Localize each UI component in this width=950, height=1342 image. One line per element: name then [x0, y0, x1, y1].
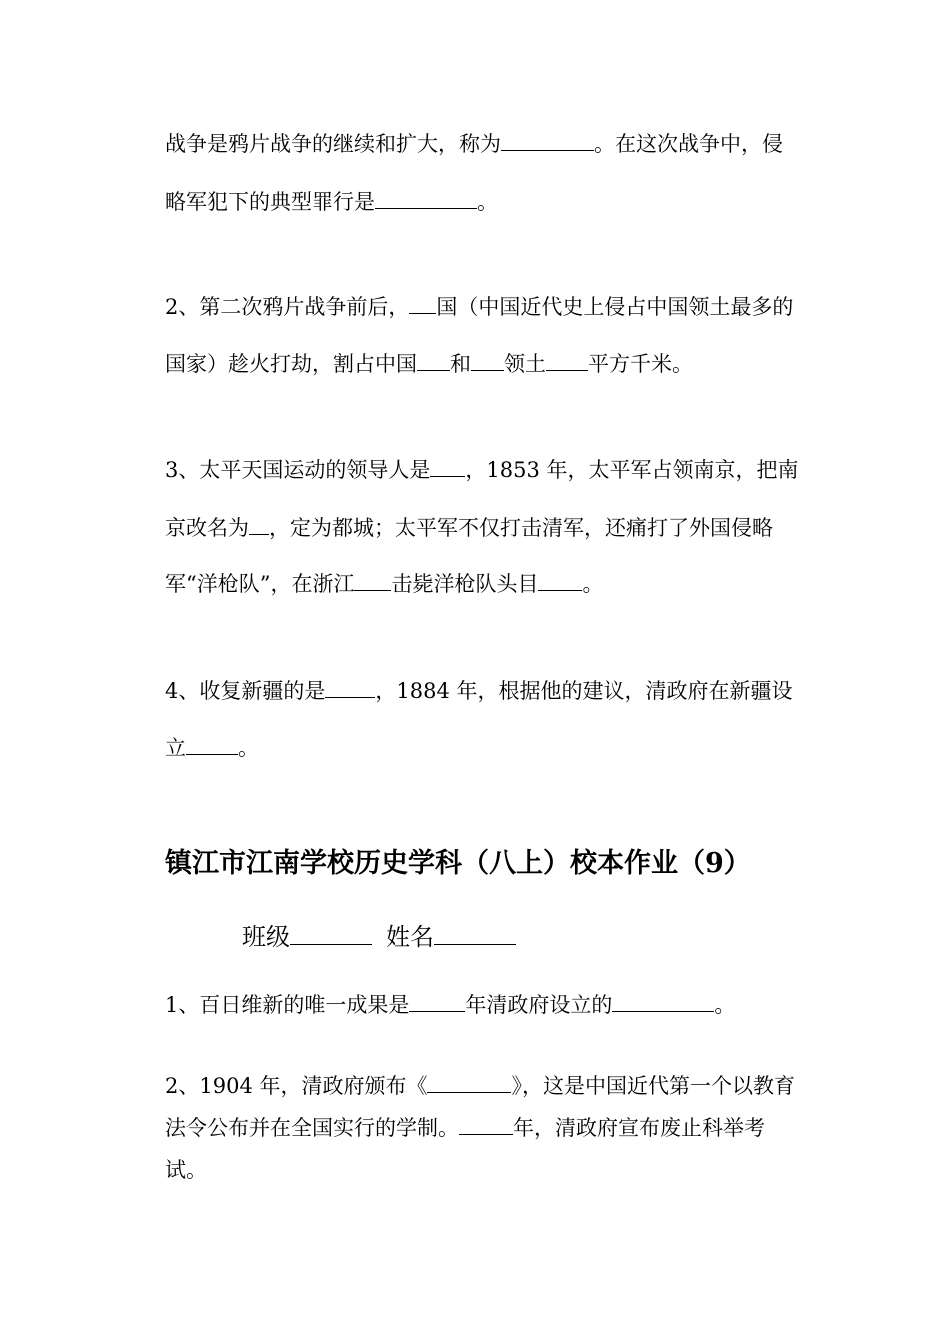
- answer-blank[interactable]: [409, 991, 465, 1012]
- question-text: 。: [582, 572, 604, 596]
- question-text: 战争是鸦片战争的继续和扩大，称为: [165, 132, 501, 156]
- answer-blank[interactable]: [354, 570, 391, 591]
- question-text: 京改名为: [165, 516, 249, 540]
- answer-blank[interactable]: [471, 350, 504, 371]
- answer-blank[interactable]: [417, 350, 450, 371]
- question-text: 。在这次战争中，侵: [594, 132, 783, 156]
- name-field[interactable]: [434, 920, 516, 945]
- question-2-line-2: [165, 350, 790, 378]
- name-label: 姓名: [386, 923, 434, 951]
- answer-blank[interactable]: [375, 188, 477, 209]
- homework-2-line-3: [165, 1156, 790, 1184]
- question-text: 国家）趁火打劫，割占中国: [165, 352, 417, 376]
- student-info-row: [242, 920, 516, 953]
- homework-1-line-1: [165, 991, 790, 1019]
- question-text: 。: [238, 736, 259, 760]
- answer-blank[interactable]: [325, 677, 375, 698]
- question-text: 击毙洋枪队头目: [391, 572, 539, 596]
- question-text: 立: [165, 736, 186, 760]
- homework-2-line-2: [165, 1114, 790, 1142]
- question-text: 试。: [165, 1158, 207, 1182]
- question-3-line-1: [165, 456, 799, 484]
- answer-blank[interactable]: [409, 293, 436, 314]
- question-text: 平方千米。: [588, 352, 693, 376]
- question-text: 年，清政府宣布废止科举考: [513, 1116, 765, 1140]
- question-3-line-3: [165, 570, 790, 598]
- question-text: 。: [714, 993, 736, 1017]
- question-text: 2、第二次鸦片战争前后，: [165, 295, 410, 319]
- answer-blank[interactable]: [427, 1072, 511, 1093]
- answer-blank[interactable]: [459, 1114, 513, 1135]
- class-label: 班级: [242, 923, 290, 951]
- answer-blank[interactable]: [186, 734, 238, 755]
- question-text: 略军犯下的典型罪行是: [165, 190, 375, 214]
- question-text: ，1884 年，根据他的建议，清政府在新疆设: [375, 679, 793, 703]
- question-text: 1、百日维新的唯一成果是: [165, 993, 410, 1017]
- question-text: 国（中国近代史上侵占中国领土最多的: [436, 295, 794, 319]
- question-text: 3、太平天国运动的领导人是: [165, 458, 431, 482]
- answer-blank[interactable]: [249, 514, 269, 535]
- homework-2-line-1: [165, 1072, 795, 1100]
- question-text: 4、收复新疆的是: [165, 679, 326, 703]
- question-1-prev-line-1: [165, 130, 790, 158]
- question-text: 》，这是中国近代第一个以教育: [511, 1074, 795, 1098]
- answer-blank[interactable]: [546, 350, 588, 371]
- answer-blank[interactable]: [612, 991, 714, 1012]
- question-4-line-2: [165, 734, 790, 762]
- question-text: 。: [477, 190, 498, 214]
- question-text: ，定为都城；太平军不仅打击清军，还痛打了外国侵略: [269, 516, 773, 540]
- question-text: 领土: [504, 352, 546, 376]
- question-1-prev-line-2: [165, 188, 790, 216]
- question-3-line-2: [165, 514, 790, 542]
- question-text: 和: [450, 352, 471, 376]
- question-text: 法令公布并在全国实行的学制。: [165, 1116, 459, 1140]
- answer-blank[interactable]: [538, 570, 582, 591]
- class-field[interactable]: [290, 920, 372, 945]
- worksheet-title: 镇江市江南学校历史学科（八上）校本作业（9）: [165, 848, 751, 879]
- question-text: 军“洋枪队”，在浙江: [165, 572, 355, 596]
- question-text: ，1853 年，太平军占领南京，把南: [465, 458, 799, 482]
- question-text: 2、1904 年，清政府颁布《: [165, 1074, 428, 1098]
- question-text: 年清政府设立的: [465, 993, 613, 1017]
- answer-blank[interactable]: [501, 130, 594, 151]
- question-2-line-1: [165, 293, 794, 321]
- answer-blank[interactable]: [430, 456, 465, 477]
- question-4-line-1: [165, 677, 793, 705]
